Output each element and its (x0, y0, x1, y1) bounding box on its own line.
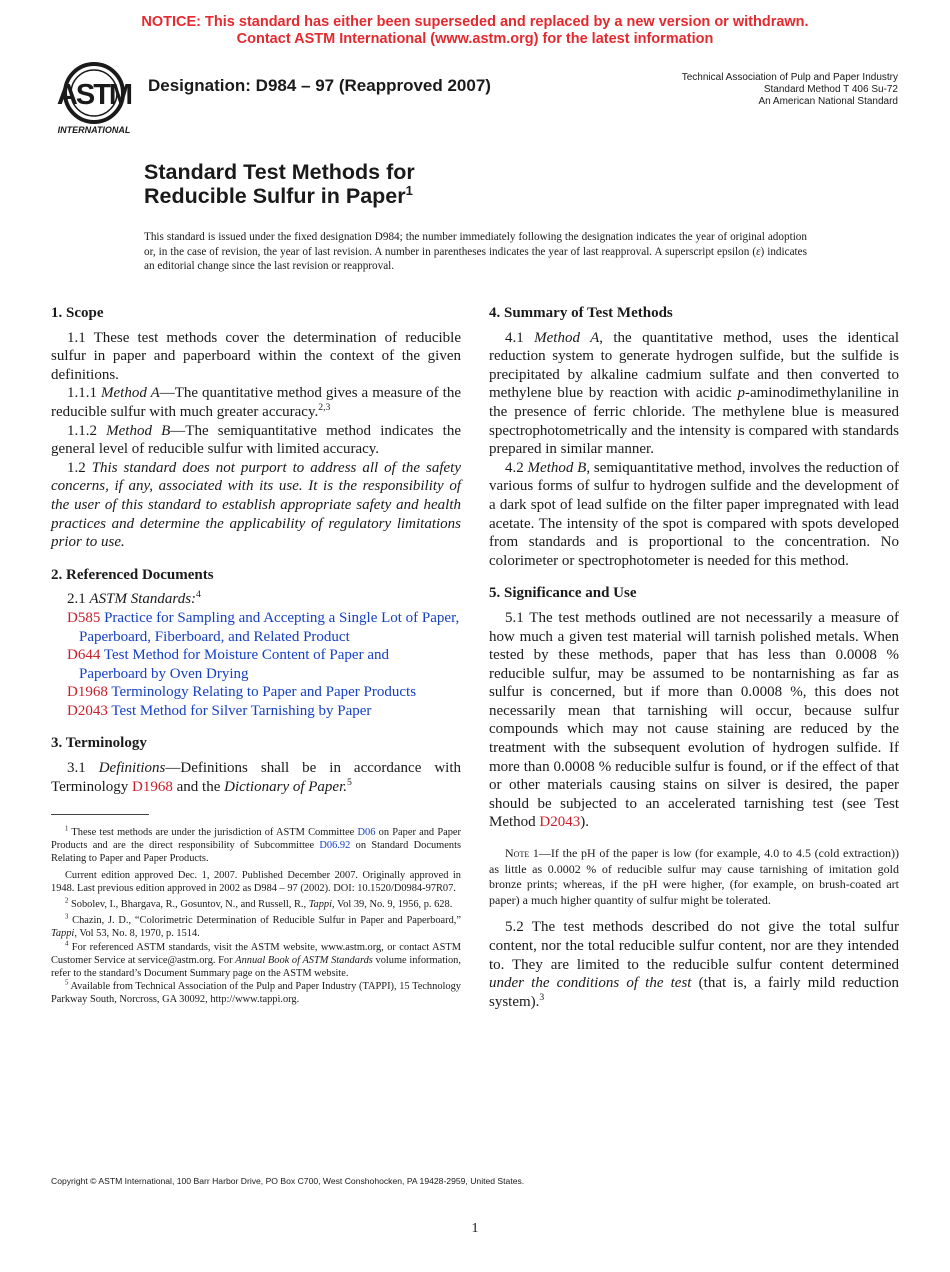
reference-link[interactable]: D2043 (67, 702, 108, 719)
footnote-2: $^2$ Sobolev, I., Bhargava, R., Gosuntov, N., and Russell, R., Tappi, Vol 39, No. 9, 1956, p. 628. (65, 897, 453, 911)
footnotes (51, 826, 461, 1007)
page-number: 1 (471, 1221, 479, 1236)
paragraph-5-2: 5.2 The test methods described do not give the total sulfur content, nor the total reducible sulfur content, nor are they intended to. They are limited to the reducible sulfur content determined under the conditions of the test (that is, a fairly mild reduction system).$^3$ (489, 919, 900, 1010)
section-heading-significance: 5. Significance and Use (489, 585, 637, 602)
paragraph-1-2: 1.2 This standard does not purport to address all of the safety concerns, if any, associated with its use. It is the responsibility of the user of this standard to establish appropriate safety and health practices and determine the applicability of regulatory limitations prior to use. (51, 459, 462, 551)
notice-line-1: NOTICE: This standard has either been superseded and replaced by a new version or withdrawn. (141, 14, 809, 30)
title-line-1: Standard Test Methods for (144, 160, 415, 184)
title-line-2: Reducible Sulfur in Paper (144, 184, 406, 208)
paragraph-1-1: 1.1 These test methods cover the determination of reducible sulfur in paper and paperboard within the context of the given definitions. (51, 329, 461, 383)
section-heading-scope: 1. Scope (51, 305, 104, 321)
reference-link[interactable]: D644 (67, 647, 101, 664)
logo-caption: INTERNATIONAL (57, 125, 131, 135)
reference-item (51, 683, 461, 702)
tarnishing-test-link[interactable]: D2043 (539, 814, 581, 831)
reference-item (51, 646, 461, 683)
footnote-5: $^5$ Available from Technical Association of the Pulp and Paper Industry (TAPPI), 15 Technology Parkway South, Norcross, GA 30092, http://www.tappi.org. (51, 979, 461, 1006)
reference-title[interactable]: Test Method for Silver Tarnishing by Paper (111, 702, 372, 719)
paragraph-4-1: 4.1 Method A, the quantitative method, uses the identical reduction system to generate hydrogen sulfide, but the sulfide is precipitated by alkaline cadmium sulfate and then converted to methylene blue by reaction with acidic p-aminodimethylaniline in the presence of ferric chloride. The methylene blue is measured spectrophotometrically and the intensity is compared with standards prepared in similar manner. (489, 329, 899, 458)
section-heading-summary: 4. Summary of Test Methods (489, 305, 673, 321)
document-title (144, 160, 415, 208)
reference-item (51, 609, 461, 646)
committee-link[interactable]: D06 (357, 827, 376, 838)
paragraph-1-1-2: 1.1.2 Method B—The semiquantitative method indicates the general level of reducible sulfur with limited accuracy. (51, 422, 462, 458)
withdrawal-notice (0, 14, 950, 48)
designation: Designation: D984 – 97 (Reapproved 2007) (148, 76, 491, 95)
reference-link[interactable]: D1968 (67, 684, 108, 701)
paragraph-4-2: 4.2 Method B, semiquantitative method, involves the reduction of various forms of sulfur to hydrogen sulfide and the development of a dark spot of lead sulfide on the filter paper impregnated with lead acetate. The intensity of the spot is compared with spots developed from standards and is proportional to the concentration. No colorimeter or spectrophotometer is needed for this method. (489, 459, 900, 569)
copyright-line: Copyright © ASTM International, 100 Barr Harbor Drive, PO Box C700, West Conshohocken, PA 19428-2959, United States. (51, 1176, 525, 1186)
paragraph-2-1: 2.1 ASTM Standards:$^4$ (67, 589, 201, 608)
note-1: Note 1—If the pH of the paper is low (for example, 4.0 to 4.5 (cold extraction)) as little as 0.0002 % of reducible sulfur may cause tarnishing of imitation gold bronze prints; whereas, if the pH were higher, (for example, on brush-coated art paper) a much higher quantity of sulfur might be tolerated. (489, 846, 899, 907)
section-heading-referenced-documents: 2. Referenced Documents (51, 566, 214, 583)
section-heading-terminology: 3. Terminology (51, 735, 147, 752)
logo-letters: ASTM (56, 79, 132, 111)
tappi-line-1: Technical Association of Pulp and Paper Industry (681, 72, 898, 83)
tappi-line-3: An American National Standard (758, 96, 898, 107)
reference-item (51, 702, 461, 721)
footnote-1: $^1$ These test methods are under the jurisdiction of ASTM Committee D06 on Paper and Paper Products and are the direct responsibility of Subcommittee D06.92 on Standard Documents Relating to Paper and Paper Products. (51, 825, 461, 865)
reference-title[interactable]: Test Method for Moisture Content of Paper and Paperboard by Oven Drying (79, 647, 389, 682)
paragraph-1-1-1: 1.1.1 Method A—The quantitative method gives a measure of the reducible sulfur with much greater accuracy.$^{2,3}$ (51, 385, 461, 420)
reference-title[interactable]: Terminology Relating to Paper and Paper Products (111, 684, 417, 701)
astm-logo-icon (52, 60, 136, 136)
paragraph-3-1: 3.1 Definitions—Definitions shall be in accordance with Terminology D1968 and the Dictionary of Paper.$^5$ (51, 760, 461, 795)
astm-logo (52, 60, 136, 136)
footnote-3: $^3$ Chazin, J. D., “Colorimetric Determination of Reducible Sulfur in Paper and Paperboard,” Tappi, Vol 53, No. 8, 1970, p. 1514. (51, 913, 461, 940)
subcommittee-link[interactable]: D06.92 (319, 840, 351, 852)
right-column (489, 304, 899, 1011)
tappi-block (682, 72, 898, 108)
notice-line-2: Contact ASTM International (www.astm.org) for the latest information (236, 31, 714, 47)
left-column (51, 304, 461, 796)
intro-paragraph: This standard is issued under the fixed designation D984; the number immediately following the designation indicates the year of original adoption or, in the case of revision, the year of last revision. A number in parentheses indicates the year of last reapproval. A superscript epsilon (ε) indicates an editorial change since the last revision or reapproval. (144, 231, 807, 273)
paragraph-5-1: 5.1 The test methods outlined are not necessarily a measure of how much a given test material will tarnish polished metals. When tested by these methods, paper that has less than 0.0008 % reducible sulfur, may be assumed to be nontarnishing as far as sulfur is concerned, but if more than 0.0008 %, this does not necessarily mean that tarnishing will occur, because sulfur compounds which may not cause staining are reduced by the treatment with the subsequent evolution of hydrogen sulfide. If more than 0.0008 % reducible sulfur is found, or if the effect of that or other materials causing stains on silver is desired, the paper should be subjected to an accelerated tarnishing test (see Test Method D2043). (489, 609, 899, 831)
reference-link[interactable]: D585 (67, 609, 101, 626)
footnote-1-edition: Current edition approved Dec. 1, 2007. Published December 2007. Originally approved in 1948. Last previous edition approved in 2002 as D984 – 97 (2002). DOI: 10.1520/D0984-97R07. (51, 869, 461, 894)
terminology-link[interactable]: D1968 (132, 778, 173, 795)
title-footnote-ref[interactable]: 1 (405, 182, 413, 198)
reference-title[interactable]: Practice for Sampling and Accepting a Single Lot of Paper, Paperboard, Fiberboard, and Related Product (79, 609, 460, 645)
tappi-line-2: Standard Method T 406 Su-72 (763, 84, 898, 95)
footnote-4: $^4$ For referenced ASTM standards, visit the ASTM website, www.astm.org, or contact ASTM Customer Service at service@astm.org. For Annual Book of ASTM Standards volume information, refer to the standard’s Document Summary page on the ASTM website. (51, 940, 461, 980)
footnote-divider (51, 814, 149, 815)
